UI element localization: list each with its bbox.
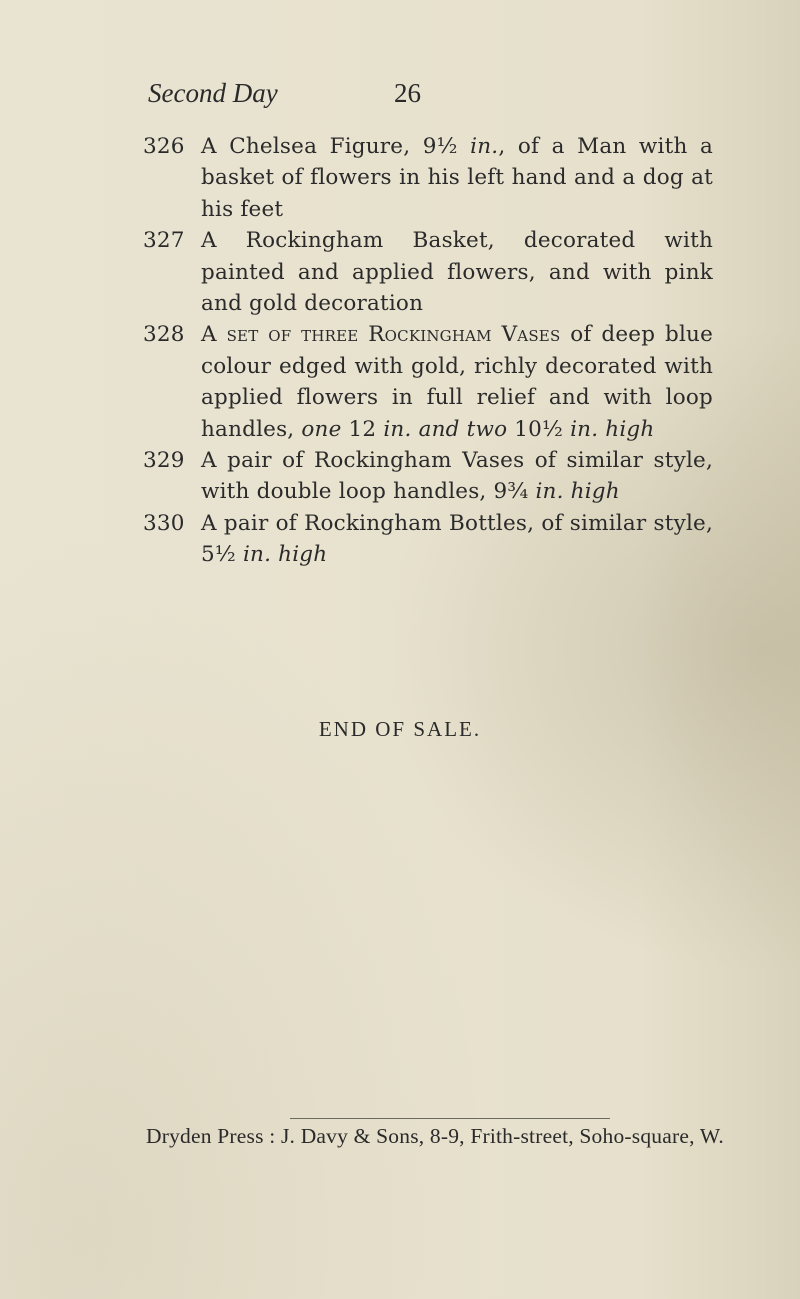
lot-description-segment: , of a Man with a basket of flowers in his left hand and a dog at his feet (201, 134, 714, 222)
lot-description (201, 131, 713, 225)
lot-number: 326 (143, 134, 185, 159)
end-of-sale-notice: END OF SALE. (318, 717, 482, 741)
lot-entry (143, 131, 713, 225)
lot-entry (143, 508, 713, 571)
lot-description-segment: A (201, 322, 227, 348)
lot-description-segment: of deep blue colour edged with gold, richly decorated with applied flowers in full relief and with loop handles, (201, 322, 714, 442)
page-header (148, 78, 668, 118)
lot-description (201, 445, 713, 508)
lot-description (201, 508, 713, 571)
lot-description-segment: set of three Rockingham Vases (226, 322, 561, 348)
lot-number: 327 (143, 228, 185, 254)
lot-entry (143, 445, 713, 508)
lot-description-segment (412, 417, 419, 442)
lot-description-segment: A pair of Rockingham Vases of similar style, with double loop handles, 9¾ (201, 448, 713, 505)
lot-description-segment: A pair of Rockingham Bottles, of similar style, 5½ (201, 510, 713, 568)
page-number: 26 (394, 78, 421, 108)
lot-description-segment: A Rockingham Basket, decorated with painted and applied flowers, and with pink and gold decoration (201, 228, 713, 317)
lot-list (143, 131, 713, 571)
section-title: Second Day (148, 78, 278, 108)
lot-entry (143, 319, 713, 445)
lot-entry (143, 225, 713, 319)
lot-description-segment: in. (470, 134, 499, 159)
printer-imprint: Dryden Press : J. Davy & Sons, 8-9, Frith-street, Soho-square, W. (146, 1124, 724, 1148)
lot-description-segment: in. high (570, 416, 655, 442)
lot-description-segment: 10½ (507, 416, 571, 442)
lot-description-segment: 12 (341, 416, 384, 442)
lot-number: 329 (143, 448, 185, 474)
lot-description (201, 225, 713, 319)
lot-number: 328 (143, 322, 185, 348)
lot-number: 330 (143, 510, 185, 536)
lot-description-segment: A Chelsea Figure, 9½ (201, 134, 471, 159)
lot-description-segment: in. (383, 416, 412, 442)
lot-description-segment: one (301, 416, 342, 442)
lot-description-segment: and two (418, 416, 508, 442)
lot-description (201, 319, 713, 445)
lot-description-segment: in. high (535, 479, 620, 505)
lot-description-segment: in. high (242, 542, 328, 568)
footer-rule (290, 1118, 610, 1119)
